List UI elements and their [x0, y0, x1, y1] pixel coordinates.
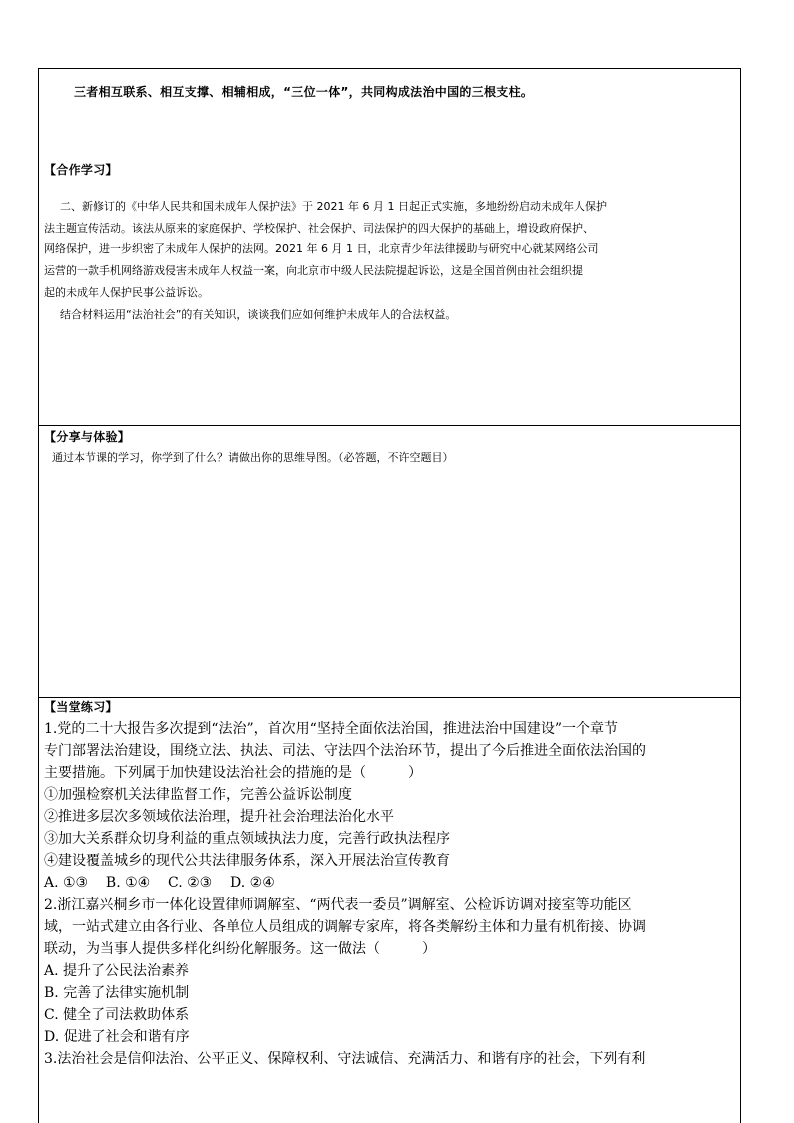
question-2-option: C. 健全了司法救助体系	[44, 1007, 190, 1023]
question-1-options: A. ①③ B. ①④ C. ②③ D. ②④	[44, 875, 275, 891]
question-1-line: 1.党的二十大报告多次提到“法治”，首次用“坚持全面依法治国，推进法治中国建设”一个章节	[44, 721, 618, 737]
section-heading-share: 【分享与体验】	[44, 430, 131, 444]
question-2-line: 联动，为当事人提供多样化纠纷化解服务。这一做法（ ）	[44, 941, 436, 957]
question-2-option: B. 完善了法律实施机制	[44, 985, 190, 1001]
material-line: 网络保护，进一步织密了未成年人保护的法网。2021 年 6 月 1 日，北京青少年法律援助与研究中心就某网络公司	[44, 242, 599, 255]
row-divider	[38, 697, 741, 698]
question-1-item: ③加大关系群众切身利益的重点领域执法力度，完善行政执法程序	[44, 831, 450, 847]
material-line: 起的未成年人保护民事公益诉讼。	[44, 286, 209, 299]
question-2-line: 2.浙江嘉兴桐乡市一体化设置律师调解室、“两代表一委员”调解室、公检诉访调对接室等功能区	[44, 897, 632, 913]
section-heading-practice: 【当堂练习】	[44, 700, 118, 714]
question-1-item: ②推进多层次多领域依法治理，提升社会治理法治化水平	[44, 809, 394, 825]
question-1-item: ①加强检察机关法律监督工作，完善公益诉讼制度	[44, 787, 352, 803]
question-1-item: ④建设覆盖城乡的现代公共法律服务体系，深入开展法治宣传教育	[44, 853, 450, 869]
section-heading-cooperative: 【合作学习】	[44, 163, 118, 177]
question-2-option: D. 促进了社会和谐有序	[44, 1029, 190, 1045]
question-2-option: A. 提升了公民法治素养	[44, 963, 190, 979]
material-line: 法主题宣传活动。该法从原来的家庭保护、学校保护、社会保护、司法保护的四大保护的基础上，增设政府保护、	[44, 222, 594, 235]
question-2-line: 域，一站式建立由各行业、各单位人员组成的调解专家库，将各类解纷主体和力量有机衔接、协调	[44, 919, 646, 935]
material-line: 二、新修订的《中华人民共和国未成年人保护法》于 2021 年 6 月 1 日起正式实施，多地纷纷启动未成年人保护	[60, 200, 607, 213]
question-text: 结合材料运用“法治社会”的有关知识，谈谈我们应如何维护未成年人的合法权益。	[60, 308, 457, 321]
intro-line: 三者相互联系、相互支撑、相辅相成，“三位一体”，共同构成法治中国的三根支柱。	[74, 85, 534, 99]
material-line: 运营的一款手机网络游戏侵害未成年人权益一案，向北京市中级人民法院提起诉讼，这是全国首例由社会组织提	[44, 264, 583, 277]
share-prompt: 通过本节课的学习，你学到了什么？请做出你的思维导图。（必答题，不许空题目）	[52, 451, 454, 464]
row-divider	[38, 425, 741, 426]
question-3-line: 3.法治社会是信仰法治、公平正义、保障权利、守法诚信、充满活力、和谐有序的社会，下列有利	[44, 1051, 646, 1067]
question-1-line: 主要措施。下列属于加快建设法治社会的措施的是（ ）	[44, 765, 422, 781]
question-1-line: 专门部署法治建设，围绕立法、执法、司法、守法四个法治环节，提出了今后推进全面依法治国的	[44, 743, 646, 759]
